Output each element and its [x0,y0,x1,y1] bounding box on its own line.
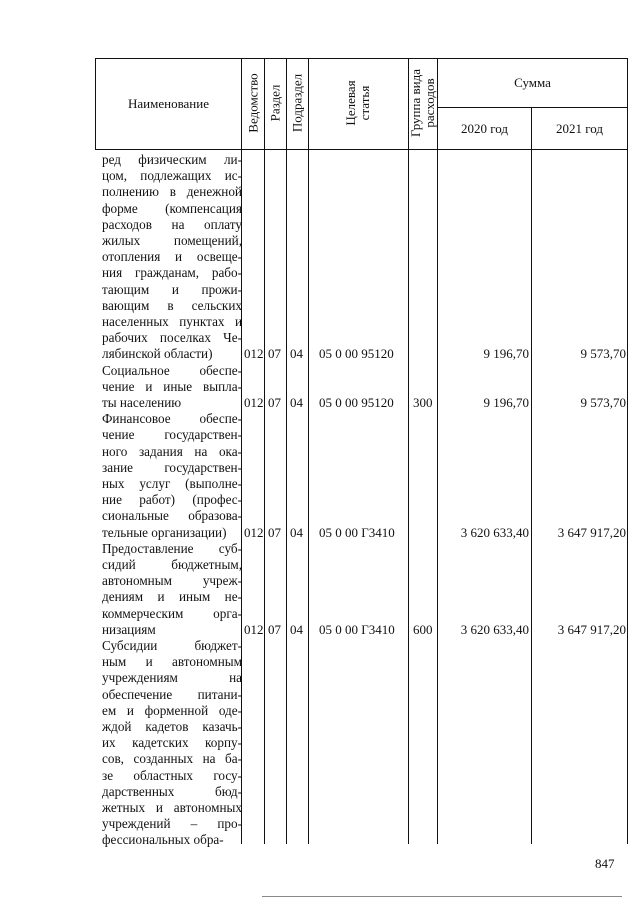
cell-celevaya: 05 0 00 95120 [319,346,394,362]
name-line: дарственных бюд- [102,783,242,799]
cell-sum-2020: 3 620 633,40 [460,524,529,540]
name-line: вающим в сельских [102,297,242,313]
name-line: автономным учреж- [102,573,242,589]
header-celevaya-line2: статья [357,85,372,121]
name-line: их кадетских корпу- [102,735,242,751]
name-line: ного задания на ока- [102,443,242,459]
col-border-right [627,58,628,844]
cell-razdel: 07 [268,346,281,362]
cell-sum-2021: 9 573,70 [580,395,626,410]
name-line: ты населению [102,395,182,410]
cell-podrazdel: 04 [290,346,303,362]
name-line: учреждений – про- [102,816,242,832]
cell-celevaya: 05 0 00 Г3410 [319,524,395,540]
cell-sum-2021: 3 647 917,20 [557,621,626,637]
name-line: форме (компенсация [102,200,242,216]
name-line: низациям [102,621,156,637]
col-border-razdel [286,58,287,844]
name-line: жетных и автономных [102,800,242,816]
name-line: рабочих поселках Че- [102,330,242,346]
cell-gruppa: 300 [413,395,433,410]
cell-razdel: 07 [268,395,281,410]
cell-podrazdel: 04 [290,621,303,637]
header-razdel: Раздел [267,84,283,122]
header-name: Наименование [128,95,209,111]
header-podrazdel: Подраздел [289,73,305,133]
name-line: ным и автономным [102,654,242,670]
name-line: населенных пунктах и [102,314,242,330]
footer-rule [262,896,622,897]
cell-vedomstvo: 012 [244,621,264,637]
name-line: расходов на оплату [102,216,242,232]
name-line: ние работ) (профес- [102,492,242,508]
header-celevaya [344,80,372,125]
name-line: зе областных госу- [102,767,242,783]
name-line: ем и форменной оде- [102,702,242,718]
header-bottom-border [95,149,628,150]
name-line: чение и иные выпла- [102,378,242,394]
name-line: дениям и иным не- [102,589,242,605]
name-line: ных услуг (выполне- [102,476,242,491]
header-celevaya-line1: Целевая [343,80,358,126]
cell-sum-2021: 9 573,70 [580,346,626,362]
name-line: ния гражданам, рабо- [102,265,242,281]
name-line: полнению в денежной [102,184,242,200]
name-line: тельные организации) [102,524,227,540]
cell-sum-2020: 3 620 633,40 [460,621,529,637]
table-row-name [102,152,242,363]
header-summa: Сумма [514,74,551,90]
header-vedomstvo: Ведомство [245,73,261,133]
col-border-2020 [531,107,532,844]
name-line: Субсидии бюджет- [102,638,242,653]
col-border-gruppa [437,58,438,844]
header-gruppa-line2: расходов [422,78,437,128]
name-line: сов, созданных на ба- [102,751,242,767]
name-line: Социальное обеспе- [102,362,242,378]
cell-celevaya: 05 0 00 Г3410 [319,621,395,637]
cell-celevaya: 05 0 00 95120 [319,395,394,410]
name-line: сиональные образова- [102,508,242,524]
name-line: Финансовое обеспе- [102,411,242,427]
name-line: обеспечение питани- [102,686,242,702]
name-line: тающим и прожи- [102,281,242,297]
table-row-name [102,411,242,541]
cell-sum-2020: 9 196,70 [483,395,529,410]
name-line: сидий бюджетным, [102,557,242,572]
col-border-ved [264,58,265,844]
cell-razdel: 07 [268,621,281,637]
name-line: коммерческим орга- [102,605,242,621]
col-border-celevaya [408,58,409,844]
name-line: учреждениям на [102,670,242,686]
name-line: жилых помещений, [102,233,242,249]
name-line: отопления и освеще- [102,249,242,265]
cell-vedomstvo: 012 [244,395,264,410]
cell-podrazdel: 04 [290,395,303,410]
header-year-2020: 2020 год [461,120,508,136]
page-number: 847 [595,856,615,871]
name-line: Предоставление суб- [102,540,242,556]
name-line: фессиональных обра- [102,832,224,848]
name-line: цом, подлежащих ис- [102,168,242,184]
cell-vedomstvo: 012 [244,524,264,540]
cell-vedomstvo: 012 [244,346,264,362]
header-gruppa-line1: Группа вида [408,69,423,137]
cell-sum-2021: 3 647 917,20 [557,524,626,540]
name-line: зание государствен- [102,459,242,475]
table-row-name [102,541,242,638]
name-line: ждой кадетов казачь- [102,719,242,735]
name-line: лябинской области) [102,346,213,362]
cell-podrazdel: 04 [290,524,303,540]
header-gruppa [409,69,437,137]
cell-sum-2020: 9 196,70 [483,346,529,362]
table-row-name [102,638,242,849]
col-border-podrazdel [308,58,309,844]
name-line: чение государствен- [102,427,242,443]
cell-gruppa: 600 [413,621,433,637]
header-year-2021: 2021 год [556,120,603,136]
cell-razdel: 07 [268,524,281,540]
name-line: ред физическим ли- [102,152,242,167]
table-row-name [102,363,242,412]
